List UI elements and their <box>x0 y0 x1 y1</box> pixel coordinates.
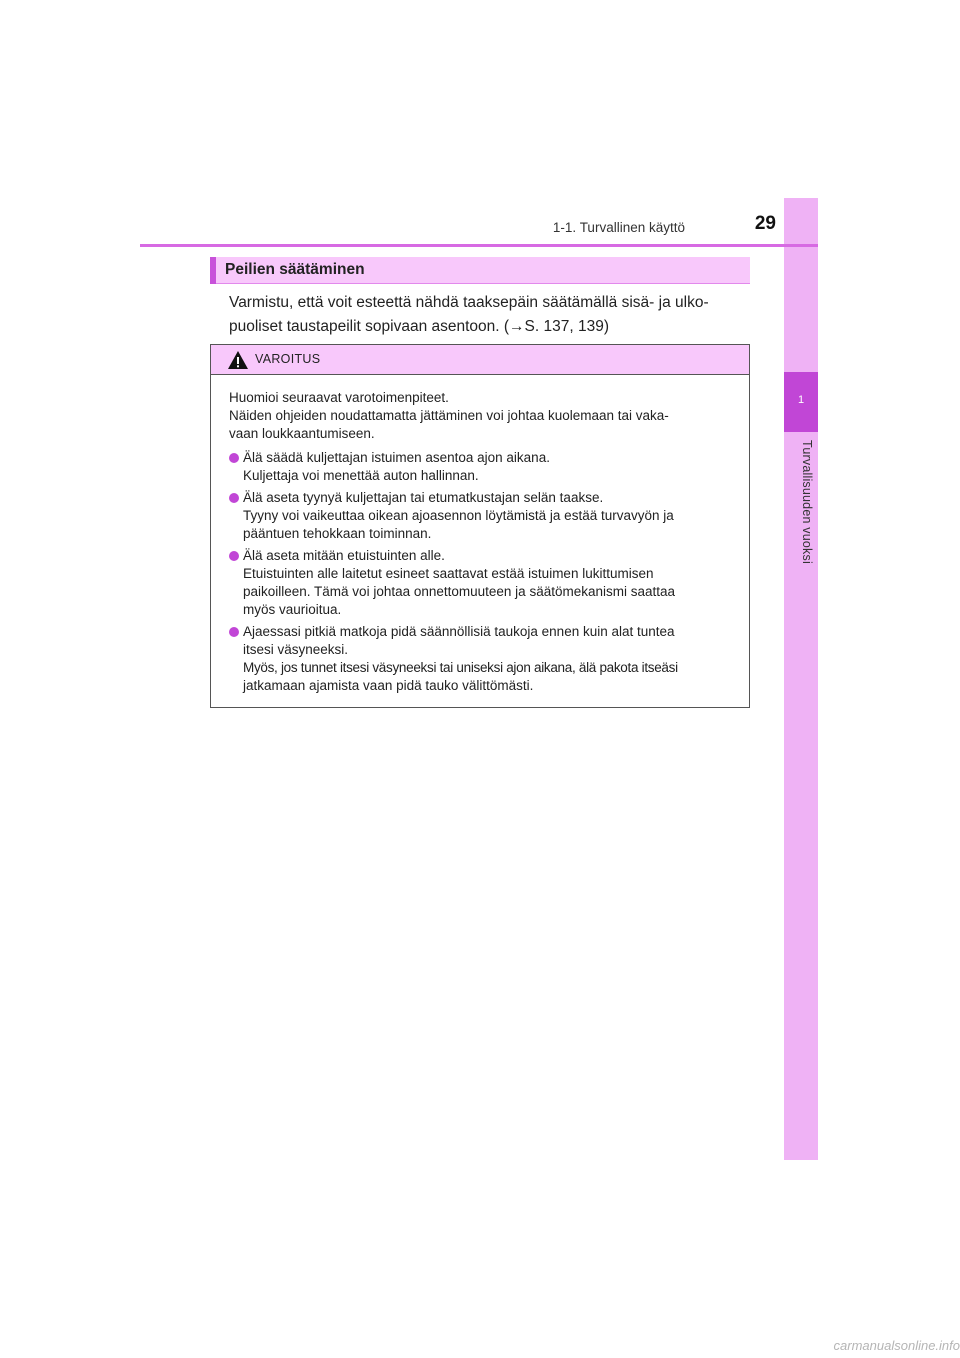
header-section-title: 1-1. Turvallinen käyttö <box>552 220 685 235</box>
warning-intro-line: Näiden ohjeiden noudattamatta jättäminen voi johtaa kuolemaan tai vaka- <box>229 408 669 423</box>
warning-item-line: pääntuen tehokkaan toiminnan. <box>243 526 432 541</box>
warning-item-line: Tyyny voi vaikeuttaa oikean ajoasennon löytämistä ja estää turvavyön ja <box>243 508 674 523</box>
bullet-dot-icon <box>229 627 239 637</box>
warning-item <box>229 449 743 485</box>
bullet-dot-icon <box>229 453 239 463</box>
warning-triangle-icon <box>227 350 249 370</box>
warning-item-line: Etuistuinten alle laitetut esineet saattavat estää istuimen lukittumisen <box>243 566 654 581</box>
bullet-dot-icon <box>229 551 239 561</box>
warning-item-line: Älä aseta mitään etuistuinten alle. <box>243 548 445 563</box>
warning-intro-line: Huomioi seuraavat varotoimenpiteet. <box>229 390 449 405</box>
section-body <box>229 291 751 339</box>
warning-item <box>229 547 743 619</box>
warning-item <box>229 623 743 695</box>
warning-item-line: paikoilleen. Tämä voi johtaa onnettomuuteen ja säätömekanismi saattaa <box>243 584 676 599</box>
footer-watermark: carmanualsonline.info <box>833 1338 960 1353</box>
side-tab-strip <box>784 198 818 1160</box>
chapter-tab[interactable]: 1 <box>784 372 818 432</box>
warning-item-line: itsesi väsyneeksi. <box>243 642 349 657</box>
warning-item-line: Älä aseta tyynyä kuljettajan tai etumatkustajan selän taakse. <box>243 490 604 505</box>
bullet-dot-icon <box>229 493 239 503</box>
section-title: Peilien säätäminen <box>225 261 365 278</box>
body-line: puoliset taustapeilit sopivaan asentoon. (→S. 137, 139) <box>229 318 609 335</box>
page-number: 29 <box>754 213 776 234</box>
warning-body <box>229 389 743 695</box>
warning-label: VAROITUS <box>255 352 321 366</box>
warning-intro-line: vaan loukkaantumiseen. <box>229 426 375 441</box>
warning-item-line: Kuljettaja voi menettää auton hallinnan. <box>243 468 479 483</box>
warning-item-line: myös vaurioitua. <box>243 602 342 617</box>
section-heading <box>210 257 750 284</box>
header-divider <box>140 244 818 247</box>
warning-item-line: Älä säädä kuljettajan istuimen asentoa ajon aikana. <box>243 450 550 465</box>
warning-box <box>210 344 750 708</box>
warning-item-line: jatkamaan ajamista vaan pidä tauko välittömästi. <box>243 678 534 693</box>
warning-item-line: Myös, jos tunnet itsesi väsyneeksi tai uniseksi ajon aikana, älä pakota itseäsi <box>243 660 678 675</box>
section-heading-bar <box>210 257 216 284</box>
warning-item-line: Ajaessasi pitkiä matkoja pidä säännöllisiä taukoja ennen kuin alat tuntea <box>243 624 675 639</box>
chapter-label: Turvallisuuden vuoksi <box>800 440 814 564</box>
warning-item <box>229 489 743 543</box>
warning-header <box>211 345 749 375</box>
body-line: Varmistu, että voit esteettä nähdä taaksepäin säätämällä sisä- ja ulko- <box>229 294 709 311</box>
